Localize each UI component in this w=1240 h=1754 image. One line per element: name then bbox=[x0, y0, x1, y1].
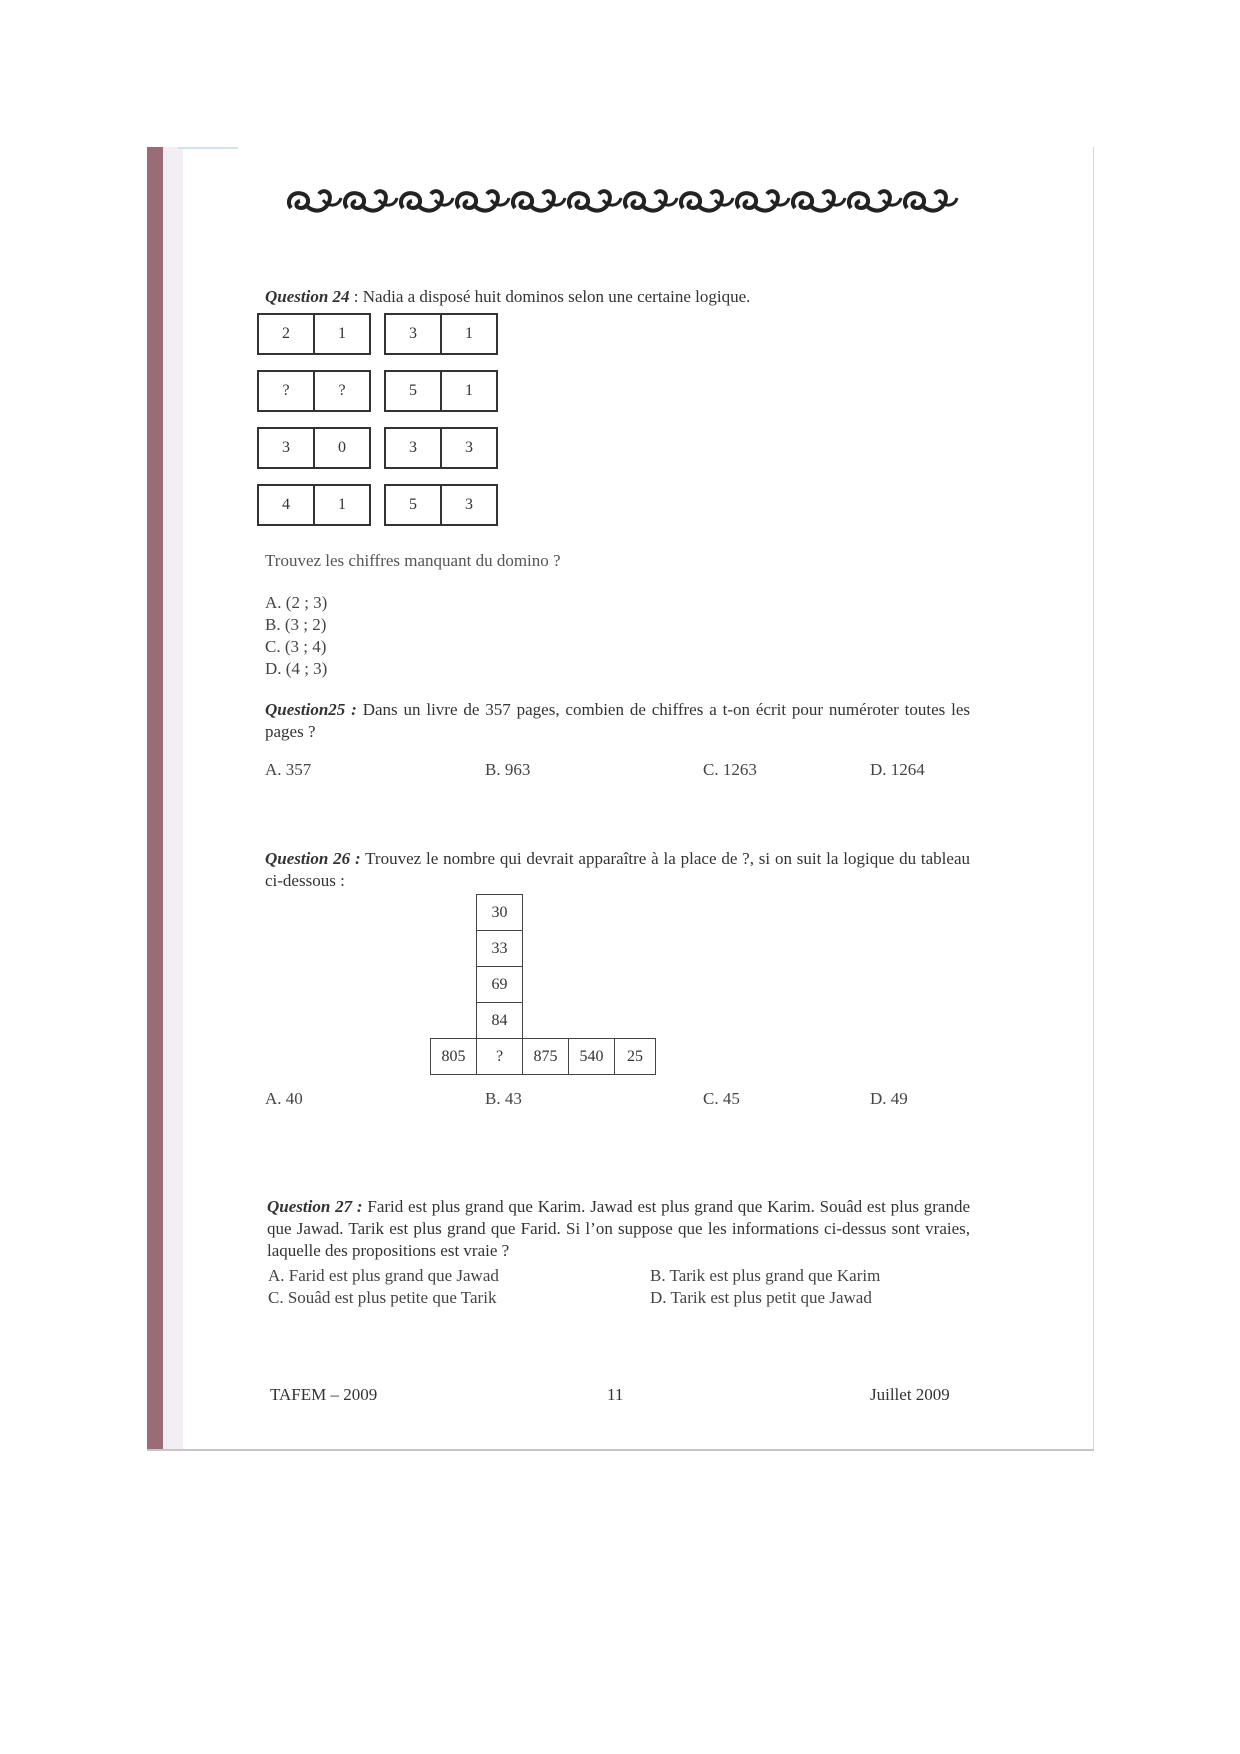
option-a[interactable]: A. Farid est plus grand que Jawad bbox=[268, 1266, 499, 1285]
option-b[interactable]: B. 963 bbox=[485, 760, 531, 779]
table-cell: 84 bbox=[476, 1002, 523, 1039]
domino bbox=[257, 484, 371, 526]
domino-value: 3 bbox=[440, 486, 496, 524]
question-27-text: Farid est plus grand que Karim. Jawad est plus grand que Karim. Souâd est plus grande que Jawad. Tarik est plus grand que Farid. Si l’on suppose que les informations ci-dessus sont vraies, laquelle des propositions est vraie ? bbox=[267, 1197, 970, 1260]
question-24-prompt: Trouvez les chiffres manquant du domino ? bbox=[265, 551, 561, 570]
question-26-text: Trouvez le nombre qui devrait apparaître à la place de ?, si on suit la logique du tableau ci-dessous : bbox=[265, 849, 970, 890]
table-cell: 25 bbox=[614, 1038, 656, 1075]
domino bbox=[384, 427, 498, 469]
question-26 bbox=[265, 848, 970, 892]
table-cell: 540 bbox=[568, 1038, 615, 1075]
question-25-text: Dans un livre de 357 pages, combien de chiffres a t-on écrit pour numéroter toutes les pages ? bbox=[265, 700, 970, 741]
option-b[interactable]: B. (3 ; 2) bbox=[265, 615, 327, 634]
question-24 bbox=[265, 286, 985, 308]
question-25-label: Question25 : bbox=[265, 700, 357, 719]
option-d[interactable]: D. 1264 bbox=[870, 760, 925, 779]
question-25 bbox=[265, 699, 970, 743]
question-24-text: : Nadia a disposé huit dominos selon une certaine logique. bbox=[349, 287, 751, 306]
option-a[interactable]: A. (2 ; 3) bbox=[265, 593, 328, 612]
question-27 bbox=[267, 1196, 970, 1262]
page-top-edge bbox=[178, 147, 238, 149]
table-cell: 805 bbox=[430, 1038, 477, 1075]
option-a[interactable]: A. 357 bbox=[265, 760, 312, 779]
page-binding-edge bbox=[147, 147, 163, 1450]
domino bbox=[384, 370, 498, 412]
option-c[interactable]: C. (3 ; 4) bbox=[265, 637, 327, 656]
domino bbox=[257, 427, 371, 469]
domino-value: ? bbox=[282, 382, 290, 399]
option-a[interactable]: A. 40 bbox=[265, 1089, 303, 1108]
option-c[interactable]: C. 45 bbox=[703, 1089, 740, 1108]
question-24-options bbox=[265, 592, 327, 680]
table-cell: 875 bbox=[522, 1038, 569, 1075]
page-right-edge bbox=[1093, 147, 1094, 1450]
option-d[interactable]: D. Tarik est plus petit que Jawad bbox=[650, 1288, 872, 1307]
option-d[interactable]: D. (4 ; 3) bbox=[265, 659, 328, 678]
option-d[interactable]: D. 49 bbox=[870, 1089, 908, 1108]
question-27-label: Question 27 : bbox=[267, 1197, 363, 1216]
domino-value: 3 bbox=[409, 325, 417, 342]
footer-right: Juillet 2009 bbox=[870, 1385, 950, 1404]
domino bbox=[384, 484, 498, 526]
table-cell: 33 bbox=[476, 930, 523, 967]
domino-value: ? bbox=[313, 372, 369, 410]
table-cell-missing: ? bbox=[476, 1038, 523, 1075]
domino-value: 3 bbox=[440, 429, 496, 467]
domino-value: 1 bbox=[440, 372, 496, 410]
page-bottom-edge bbox=[147, 1449, 1094, 1451]
domino bbox=[257, 313, 371, 355]
option-c[interactable]: C. Souâd est plus petite que Tarik bbox=[268, 1288, 497, 1307]
option-c[interactable]: C. 1263 bbox=[703, 760, 757, 779]
page-number: 11 bbox=[607, 1385, 624, 1404]
table-cell: 30 bbox=[476, 894, 523, 931]
domino-value: 5 bbox=[409, 382, 417, 399]
domino-value: 2 bbox=[282, 325, 290, 342]
domino-value: 1 bbox=[440, 315, 496, 353]
swirl-border-icon bbox=[283, 178, 963, 228]
question-24-label: Question 24 bbox=[265, 287, 350, 306]
domino-value: 0 bbox=[313, 429, 369, 467]
domino-value: 4 bbox=[282, 496, 290, 513]
domino-missing bbox=[257, 370, 371, 412]
option-b[interactable]: B. 43 bbox=[485, 1089, 522, 1108]
footer-left: TAFEM – 2009 bbox=[270, 1385, 378, 1404]
option-b[interactable]: B. Tarik est plus grand que Karim bbox=[650, 1266, 881, 1285]
domino-value: 5 bbox=[409, 496, 417, 513]
domino-value: 1 bbox=[313, 315, 369, 353]
page-binding-shadow bbox=[163, 147, 183, 1450]
domino bbox=[384, 313, 498, 355]
table-cell: 69 bbox=[476, 966, 523, 1003]
domino-value: 3 bbox=[409, 439, 417, 456]
domino-value: 1 bbox=[313, 486, 369, 524]
domino-value: 3 bbox=[282, 439, 290, 456]
question-26-label: Question 26 : bbox=[265, 849, 361, 868]
